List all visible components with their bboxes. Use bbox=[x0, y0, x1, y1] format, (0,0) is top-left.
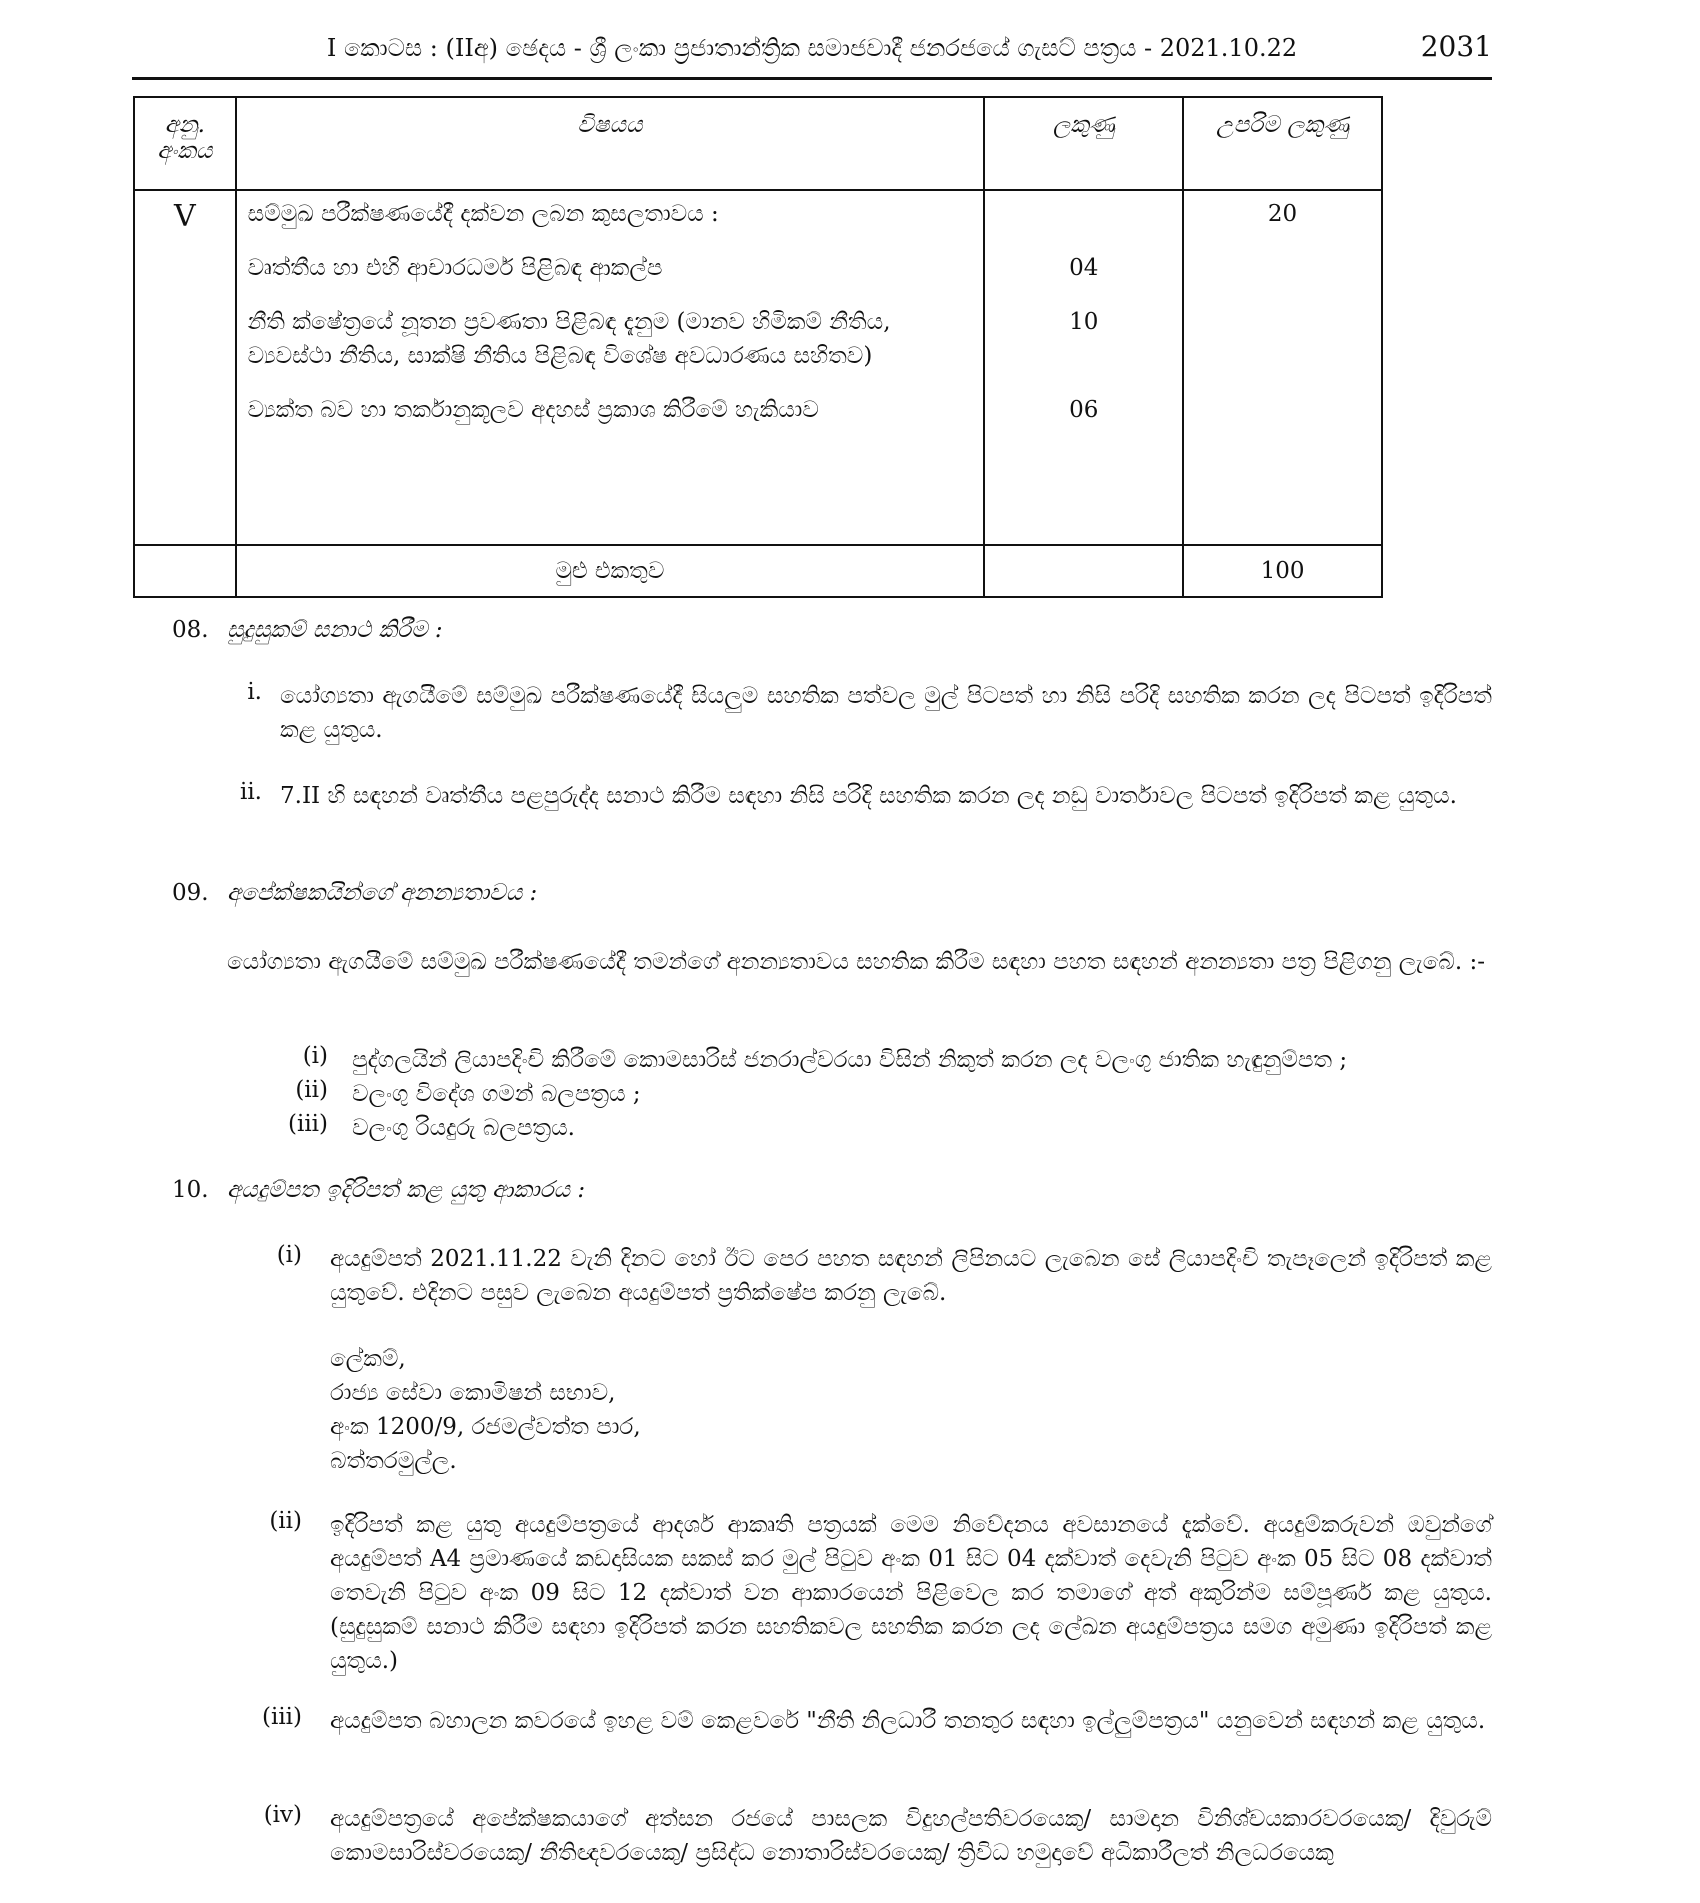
max-marks-cell bbox=[1183, 190, 1382, 545]
address-block bbox=[330, 1342, 641, 1478]
item-text: වලංගු රියදුරු බලපත්‍රය. bbox=[352, 1115, 575, 1141]
item-text: යෝග්‍යතා ඇගයීමේ සම්මුඛ පරීක්ෂණයේදී සියලුම සහතික පත්වල මුල් පිටපත් හා නිසි පරිදි සහතික කරන ලද පිටපත් ඉදිරිපත් කළ යුතුය. bbox=[280, 683, 1492, 743]
subject-item: නීති ක්ෂේත්‍රයේ නූතන ප්‍රවණතා පිළිබඳ දැනුම (මානව හිමිකම් නීතිය, ව්‍යවස්ථා නීතිය, සාක්ෂි නීතිය පිළිබඳ විශේෂ අවධාරණය සහිතව) bbox=[247, 309, 891, 369]
section-number: 09. bbox=[172, 880, 209, 906]
row-number: V bbox=[134, 190, 236, 545]
section-heading: අයදුම්පත ඉදිරිපත් කළ යුතු ආකාරය : bbox=[227, 1177, 586, 1203]
col-header-marks: ලකුණු bbox=[984, 97, 1183, 190]
item-text: 7.II හි සඳහන් වෘත්තීය පළපුරුද්ද සනාථ කිරීම සඳහා නිසි පරිදි සහතික කරන ලද නඩු වාර්තාවල පිටපත් ඉදිරිපත් කළ යුතුය. bbox=[280, 783, 1457, 809]
total-value: 100 bbox=[1183, 545, 1382, 597]
col-header-max-marks: උපරිම ලකුණු bbox=[1183, 97, 1382, 190]
item-number: (iv) bbox=[263, 1802, 302, 1828]
item-number: (ii) bbox=[269, 1508, 302, 1534]
section-number: 08. bbox=[172, 617, 209, 643]
section-heading: අපේක්ෂකයින්ගේ අනන්‍යතාවය : bbox=[227, 880, 538, 906]
gazette-title: I කොටස : (IIඅ) ඡෙදය - ශ්‍රී ලංකා ප්‍රජාතාන්ත්‍රික සමාජවාදී ජනරජයේ ගැසට් පත්‍රය - 2021.10.22 bbox=[326, 34, 1298, 62]
item-number: (iii) bbox=[287, 1111, 328, 1137]
address-line: ලේකම්, bbox=[330, 1346, 406, 1372]
item-number: (i) bbox=[276, 1242, 302, 1268]
marks-table bbox=[133, 96, 1383, 598]
item-marks: 10 bbox=[1069, 309, 1099, 335]
marks-cell bbox=[984, 190, 1183, 545]
section-intro: යෝග්‍යතා ඇගයීමේ සම්මුඛ පරීක්ෂණයේදී තමන්ගේ අනන්‍යතාවය සහතික කිරීම සඳහා පහත සඳහන් අනන්‍යතා පත්‍ර පිළිගනු ලැබේ. :- bbox=[227, 949, 1485, 975]
item-text: පුද්ගලයින් ලියාපදිංචි කිරීමේ කොමසාරිස් ජනරාල්වරයා විසින් නිකුත් කරන ලද වලංගු ජාතික හැඳුනුම්පත ; bbox=[352, 1047, 1348, 1073]
total-label: මුළු එකතුව bbox=[236, 545, 985, 597]
col-header-subject: විෂයය bbox=[236, 97, 985, 190]
item-marks: 04 bbox=[1069, 255, 1099, 281]
section-heading: සුදුසුකම් සනාථ කිරීම : bbox=[227, 617, 443, 643]
total-row bbox=[134, 545, 1382, 597]
address-line: බත්තරමුල්ල. bbox=[330, 1448, 457, 1474]
subject-item: ව්‍යක්ත බව හා තර්කානුකූලව අදහස් ප්‍රකාශ කිරීමේ හැකියාව bbox=[247, 397, 819, 423]
item-number: (ii) bbox=[295, 1077, 328, 1103]
col-header-no: අනු. අංකය bbox=[134, 97, 236, 190]
item-text: අයදුම්පත බහාලන කවරයේ ඉහළ වම් කෙළවරේ "නීති නිලධාරී තනතුර සඳහා ඉල්ලුම්පත්‍රය" යනුවෙන් සඳහන් කළ යුතුය. bbox=[330, 1708, 1486, 1734]
item-marks: 06 bbox=[1069, 397, 1099, 423]
address-line: අංක 1200/9, රජමල්වත්ත පාර, bbox=[330, 1414, 641, 1440]
item-number: (i) bbox=[302, 1043, 328, 1069]
item-text: අයදුම්පත්‍රයේ අපේක්ෂකයාගේ අත්සන රජයේ පාසලක විදුහල්පතිවරයෙකු/ සාමදාන විනිශ්චයකාරවරයෙකු/ දිවුරුම් කොමසාරිස්වරයෙකු/ නීතිඥවරයෙකු/ ප්‍රසිද්ධ නොතාරිස්වරයෙකු/ ත්‍රිවිධ හමුදාවේ අධිකාරීලත් නිලධරයෙකු bbox=[330, 1806, 1492, 1866]
table-header-row bbox=[134, 97, 1382, 190]
subject-cell bbox=[236, 190, 985, 545]
max-marks-value: 20 bbox=[1267, 201, 1298, 227]
page-header bbox=[132, 28, 1492, 72]
section-number: 10. bbox=[172, 1177, 209, 1203]
header-divider bbox=[132, 77, 1492, 80]
page-number: 2031 bbox=[1420, 30, 1492, 63]
subject-title: සම්මුඛ පරීක්ෂණයේදී දක්වන ලබන කුසලතාවය : bbox=[247, 201, 719, 227]
table-row bbox=[134, 190, 1382, 545]
subject-item: වෘත්තීය හා එහි ආචාරධර්ම පිළිබඳ ආකල්ප bbox=[247, 255, 663, 281]
item-text: ඉදිරිපත් කළ යුතු අයදුම්පත්‍රයේ ආදර්ශ ආකෘති පත්‍රයක් මෙම නිවේදනය අවසානයේ දැක්වේ. අයදුම්කරුවන් ඔවුන්ගේ අයදුම්පත් A4 ප්‍රමාණයේ කඩදාසියක සකස් කර මුල් පිටුව අංක 01 සිට 04 දක්වාත් දෙවැනි පිටුව අංක 05 සිට 08 දක්වාත් තෙවැනි පිටුව අංක 09 සිට 12 දක්වාත් වන ආකාරයෙන් පිළිවෙල කර තමාගේ අත් අකුරින්ම සම්පූර්ණ කළ යුතුය. (සුදුසුකම් සනාථ කිරීම සඳහා ඉදිරිපත් කරන සහතිකවල සහතික කරන ලද ලේඛන අයදුම්පත්‍රය සමග අමුණා ඉදිරිපත් කළ යුතුය.) bbox=[330, 1512, 1492, 1674]
item-text: අයදුම්පත් 2021.11.22 වැනි දිනට හෝ ඊට පෙර පහත සඳහන් ලිපිනයට ලැබෙන සේ ලියාපදිංචි තැපෑලෙන් ඉදිරිපත් කළ යුතුවේ. එදිනට පසුව ලැබෙන අයදුම්පත් ප්‍රතික්ෂේප කරනු ලැබේ. bbox=[330, 1246, 1492, 1306]
item-number: (iii) bbox=[261, 1704, 302, 1730]
address-line: රාජ්‍ය සේවා කොමිෂන් සභාව, bbox=[330, 1380, 616, 1406]
item-number: ii. bbox=[239, 779, 262, 805]
item-number: i. bbox=[247, 679, 262, 705]
item-text: වලංගු විදේශ ගමන් බලපත්‍රය ; bbox=[352, 1081, 641, 1107]
